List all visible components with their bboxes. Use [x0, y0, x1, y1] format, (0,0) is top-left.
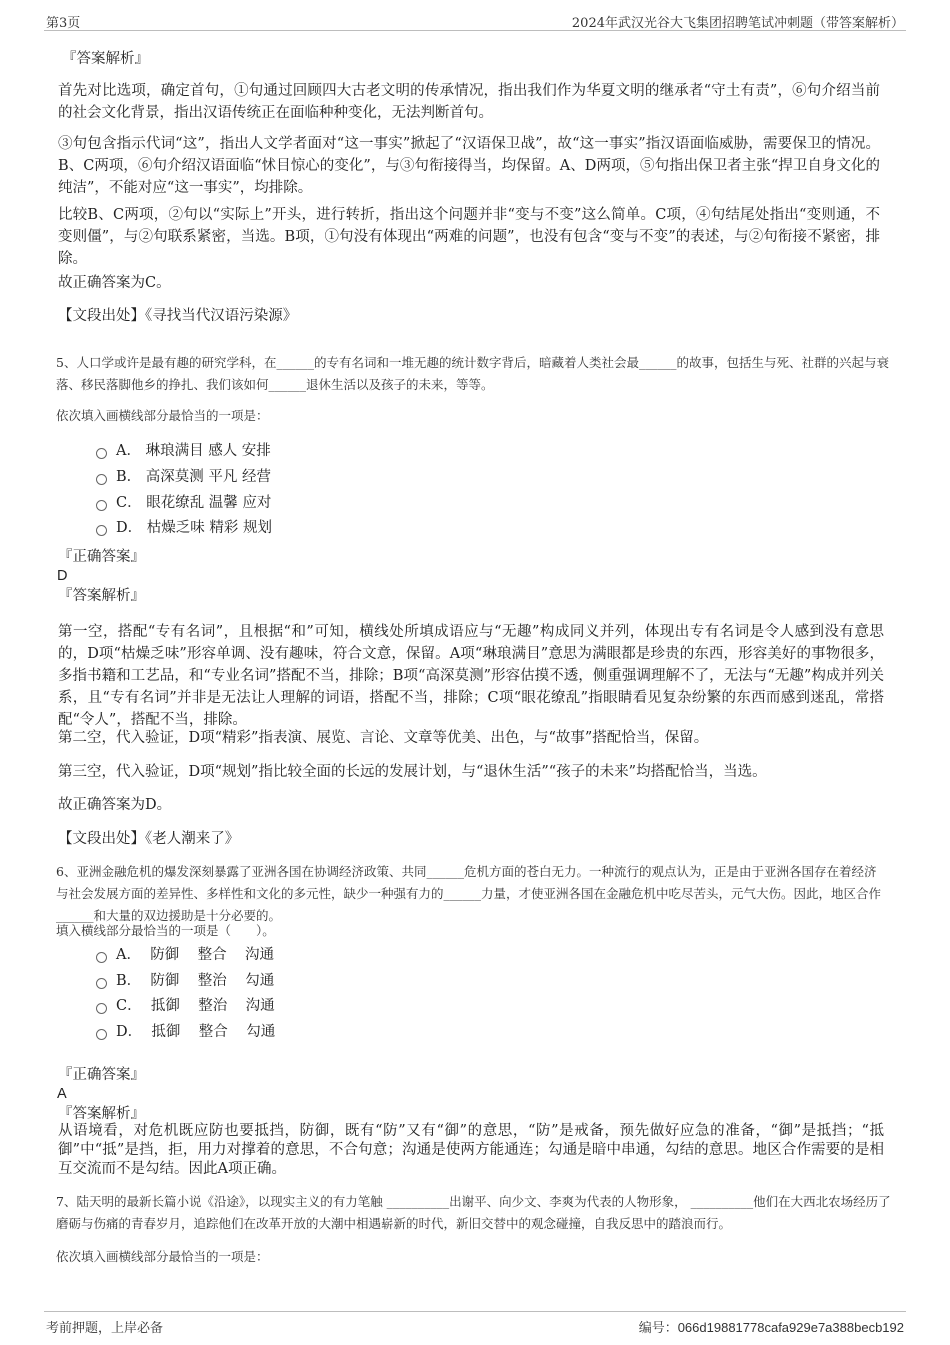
q4-conclusion: 故正确答案为C。 — [58, 275, 171, 291]
q5-analysis-para1: 第一空，搭配“专有名词”，且根据“和”可知，横线处所填成语应与“无趣”构成同义并列，体现出专有名词是令人感到没有意思的，D项“枯燥乏味”形容单调、没有趣味，符合文意，保留。A项“琳琅满目”意思为满眼都是珍贵的东西，形容美好的事物很多，多指书籍和工艺品，和“专业名词”搭配不当，排除；B项“高深莫测”形容估摸不透，侧重强调理解不了，无法与“无趣”构成并列关系，且“专有名词”并非是无法让人理解的词语，搭配不当，排除；C项“眼花缭乱”指眼睛看见复杂纷繁的东西而感到迷乱，常搭配“令人”，搭配不当，排除。 — [58, 624, 884, 728]
option-label: A． 琳琅满目 感人 安排 — [116, 443, 271, 459]
q5-conclusion: 故正确答案为D。 — [58, 797, 172, 813]
q6-instruction: 填入横线部分最恰当的一项是（ ）。 — [56, 923, 275, 938]
q5-analysis-label: 『答案解析』 — [58, 588, 145, 604]
q5-analysis-para3: 第三空，代入验证，D项“规划”指比较全面的长远的发展计划，与“退休生活”“孩子的未来”均搭配恰当，当选。 — [58, 764, 767, 780]
q5-analysis-para2: 第二空，代入验证，D项“精彩”指表演、展览、言论、文章等优美、出色，与“故事”搭配恰当，保留。 — [58, 730, 709, 746]
q4-source: 【文段出处】《寻找当代汉语污染源》 — [58, 308, 298, 324]
radio-icon[interactable] — [96, 1029, 107, 1040]
q5-correct-label: 『正确答案』 — [58, 549, 145, 565]
page-header — [44, 8, 906, 31]
q4-analysis-para1: 首先对比选项，确定首句，①句通过回顾四大古老文明的传承情况，指出我们作为华夏文明的继承者“守土有责”，⑥句介绍当前的社会文化背景，指出汉语传统正在面临种种变化，无法判断首句。 — [58, 83, 880, 121]
q6-option-b[interactable] — [96, 971, 274, 991]
option-label: D． 抵御 整合 勾通 — [116, 1024, 276, 1040]
page-number: 第3页 — [46, 16, 81, 31]
document-title: 2024年武汉光谷大飞集团招聘笔试冲刺题（带答案解析） — [571, 16, 904, 31]
option-label: D． 枯燥乏味 精彩 规划 — [116, 520, 272, 536]
document-id: 编号：066d19881778cafa929e7a388becb192 — [638, 1320, 904, 1335]
q6-correct-label: 『正确答案』 — [58, 1067, 145, 1083]
q4-analysis-para2: ③句包含指示代词“这”，指出人文学者面对“这一事实”掀起了“汉语保卫战”，故“这一事实”指汉语面临威胁，需要保卫的情况。B、C两项，⑥句介绍汉语面临“怵目惊心的变化”，与③句衔接得当，均保留。A、D两项，⑤句指出保卫者主张“捍卫自身文化的纯洁”，不能对应“这一事实”，均排除。 — [58, 136, 880, 196]
q7-instruction: 依次填入画横线部分最恰当的一项是： — [56, 1249, 269, 1264]
q5-option-a[interactable] — [96, 441, 271, 461]
radio-icon[interactable] — [96, 448, 107, 459]
q5-instruction: 依次填入画横线部分最恰当的一项是： — [56, 408, 269, 423]
q6-option-a[interactable] — [96, 945, 274, 965]
radio-icon[interactable] — [96, 500, 107, 511]
q5-option-d[interactable] — [96, 518, 272, 538]
q4-analysis-label: 『答案解析』 — [62, 51, 149, 67]
q6-option-d[interactable] — [96, 1022, 275, 1042]
q5-option-b[interactable] — [96, 467, 271, 487]
q5-source: 【文段出处】《老人潮来了》 — [58, 831, 240, 847]
q4-analysis-para3: 比较B、C两项，②句以“实际上”开头，进行转折，指出这个问题并非“变与不变”这么简单。C项，④句结尾处指出“变则通，不变则僵”，与②句联系紧密，当选。B项，①句没有体现出“两难的问题”，也没有包含“变与不变”的表述，与②句衔接不紧密，排除。 — [58, 207, 880, 267]
option-label: B． 高深莫测 平凡 经营 — [116, 469, 271, 485]
q6-analysis: 从语境看，对危机既应防也要抵挡，防御，既有“防”又有“御”的意思，“防”是戒备，预先做好应急的准备，“御”是抵挡；“抵御”中“抵”是挡，拒，用力对撑着的意思，不合句意；沟通是使两方能通连；勾通是暗中串通，勾结的意思。地区合作需要的是相互交流而不是勾结。因此A项正确。 — [58, 1123, 884, 1177]
q5-stem: 5、人口学或许是最有趣的研究学科，在______的专有名词和一堆无趣的统计数字背后，暗藏着人类社会最______的故事，包括生与死、社群的兴起与衰落、移民落脚他乡的挣扎、我们该如何______退休生活以及孩子的未来，等等。 — [56, 355, 889, 392]
q6-answer: A — [57, 1086, 67, 1102]
q6-option-c[interactable] — [96, 996, 275, 1016]
q6-stem: 6、亚洲金融危机的爆发深刻暴露了亚洲各国在协调经济政策、共同______危机方面的苍白无力。一种流行的观点认为，正是由于亚洲各国存在着经济与社会发展方面的差异性、多样性和文化的多元性，缺少一种强有力的______力量，才使亚洲各国在金融危机中吃尽苦头，元气大伤。因此，地区合作______和大量的双边援助是十分必要的。 — [56, 864, 882, 923]
option-label: A． 防御 整合 沟通 — [116, 947, 275, 963]
option-label: B． 防御 整治 勾通 — [116, 973, 275, 989]
q6-analysis-label: 『答案解析』 — [58, 1106, 145, 1122]
radio-icon[interactable] — [96, 525, 107, 536]
q5-option-c[interactable] — [96, 493, 271, 513]
radio-icon[interactable] — [96, 952, 107, 963]
q7-stem: 7、陆天明的最新长篇小说《沿途》，以现实主义的有力笔触 __________出谢平、向少文、李爽为代表的人物形象， __________他们在大西北农场经历了磨砺与伤痛的青春岁月，追踪他们在改革开放的大潮中相遇崭新的时代，新旧交替中的观念碰撞，自我反思中的踏浪而行。 — [56, 1194, 891, 1231]
page-footer — [44, 1311, 906, 1337]
option-label: C． 眼花缭乱 温馨 应对 — [116, 495, 272, 511]
option-label: C． 抵御 整治 沟通 — [116, 998, 275, 1014]
radio-icon[interactable] — [96, 978, 107, 989]
radio-icon[interactable] — [96, 1003, 107, 1014]
footer-slogan: 考前押题，上岸必备 — [46, 1321, 164, 1336]
radio-icon[interactable] — [96, 474, 107, 485]
q5-answer: D — [57, 568, 68, 584]
